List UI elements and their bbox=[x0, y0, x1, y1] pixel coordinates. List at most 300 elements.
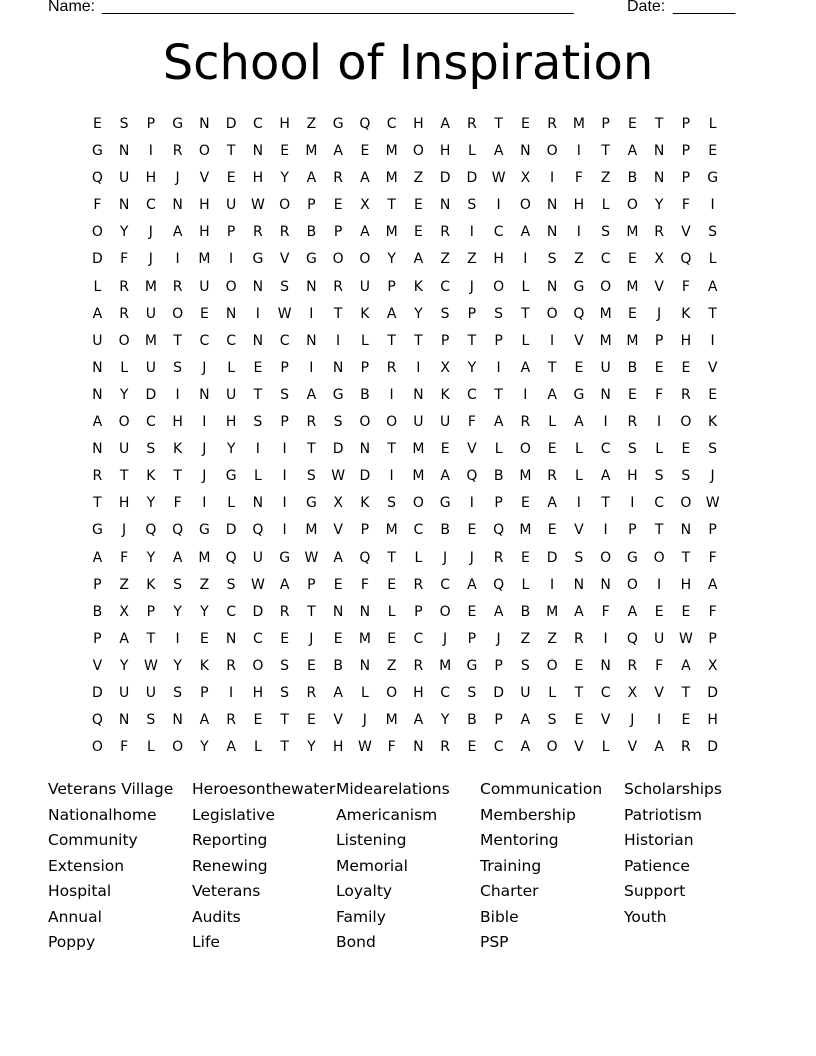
grid-letter: L bbox=[360, 332, 369, 349]
grid-letter: N bbox=[600, 657, 611, 674]
grid-letter: L bbox=[548, 414, 557, 431]
grid-letter: S bbox=[226, 576, 236, 593]
grid-letter: M bbox=[519, 522, 532, 539]
grid-letter: E bbox=[467, 739, 477, 756]
grid-letter: P bbox=[93, 630, 102, 647]
grid-letter: O bbox=[91, 739, 103, 756]
grid-letter: M bbox=[626, 332, 639, 349]
grid-letter: U bbox=[359, 278, 370, 295]
date-field-line: _______ bbox=[673, 0, 736, 15]
grid-letter: O bbox=[546, 305, 558, 322]
grid-letter: I bbox=[603, 414, 608, 431]
word-list-item: PSP bbox=[480, 933, 509, 951]
grid-letter: A bbox=[226, 739, 236, 756]
word-list-item: Communication bbox=[480, 780, 603, 798]
grid-letter: B bbox=[306, 224, 317, 241]
grid-letter: I bbox=[229, 684, 234, 701]
grid-letter: O bbox=[412, 143, 424, 160]
grid-letter: V bbox=[654, 684, 664, 701]
grid-letter: D bbox=[252, 603, 264, 620]
grid-letter: P bbox=[440, 332, 450, 349]
word-list-item: Scholarships bbox=[624, 780, 722, 798]
grid-letter: I bbox=[389, 386, 394, 403]
grid-letter: Y bbox=[226, 441, 236, 458]
grid-letter: W bbox=[250, 197, 265, 214]
word-list-item: Life bbox=[192, 933, 220, 951]
grid-letter: C bbox=[226, 332, 237, 349]
grid-letter: S bbox=[280, 657, 290, 674]
grid-letter: O bbox=[172, 739, 184, 756]
grid-letter: A bbox=[199, 712, 210, 729]
grid-letter: A bbox=[333, 143, 343, 160]
grid-letter: R bbox=[440, 739, 450, 756]
grid-letter: L bbox=[655, 441, 664, 458]
grid-letter: G bbox=[439, 495, 451, 512]
word-list-item: Americanism bbox=[336, 805, 438, 824]
grid-letter: E bbox=[681, 603, 691, 620]
grid-letter: R bbox=[172, 143, 183, 160]
grid-letter: W bbox=[143, 657, 158, 674]
grid-letter: L bbox=[521, 332, 530, 349]
grid-letter: H bbox=[172, 414, 183, 431]
grid-letter: L bbox=[494, 441, 503, 458]
grid-letter: G bbox=[225, 468, 237, 485]
grid-letter: I bbox=[282, 441, 287, 458]
grid-letter: L bbox=[708, 116, 717, 132]
grid-letter: Q bbox=[225, 549, 237, 566]
grid-letter: E bbox=[253, 359, 263, 376]
grid-letter: G bbox=[91, 143, 103, 160]
grid-letter: L bbox=[548, 684, 557, 701]
grid-letter: R bbox=[306, 414, 317, 431]
grid-letter: A bbox=[360, 224, 370, 241]
date-label: Date: bbox=[627, 0, 666, 15]
grid-letter: C bbox=[199, 332, 210, 349]
grid-letter: O bbox=[519, 197, 531, 214]
grid-letter: Q bbox=[172, 522, 184, 539]
word-list-item: Community bbox=[48, 831, 138, 849]
grid-letter: G bbox=[466, 657, 478, 674]
grid-letter: N bbox=[306, 332, 317, 349]
grid-letter: A bbox=[707, 576, 718, 593]
grid-letter: I bbox=[389, 468, 394, 485]
grid-letter: X bbox=[119, 603, 129, 620]
grid-letter: R bbox=[574, 630, 584, 647]
grid-letter: L bbox=[601, 739, 610, 756]
grid-letter: R bbox=[440, 224, 450, 241]
grid-letter: M bbox=[519, 468, 532, 485]
grid-letter: L bbox=[467, 143, 476, 160]
grid-letter: G bbox=[305, 251, 317, 268]
grid-letter: J bbox=[202, 468, 207, 485]
grid-letter: C bbox=[440, 576, 451, 593]
grid-letter: U bbox=[119, 170, 130, 187]
grid-letter: C bbox=[493, 224, 504, 241]
grid-letter: E bbox=[627, 251, 637, 268]
grid-letter: F bbox=[467, 414, 476, 431]
grid-letter: Q bbox=[359, 549, 371, 566]
grid-letter: Z bbox=[413, 170, 424, 187]
grid-letter: E bbox=[627, 386, 637, 403]
grid-letter: Z bbox=[440, 251, 450, 268]
grid-letter: G bbox=[332, 386, 344, 403]
grid-letter: C bbox=[252, 116, 263, 132]
word-list-item: Family bbox=[336, 907, 386, 926]
grid-letter: I bbox=[550, 332, 555, 349]
grid-letter: S bbox=[387, 495, 397, 512]
grid-letter: N bbox=[252, 278, 264, 295]
grid-letter: X bbox=[707, 657, 718, 674]
grid-letter: D bbox=[546, 549, 558, 566]
grid-letter: Z bbox=[600, 170, 611, 187]
grid-letter: I bbox=[175, 251, 180, 268]
grid-letter: E bbox=[92, 116, 102, 132]
grid-letter: Q bbox=[145, 522, 157, 539]
grid-letter: F bbox=[120, 549, 129, 566]
word-list-item: Veterans Village bbox=[48, 780, 174, 798]
grid-letter: S bbox=[708, 441, 718, 458]
grid-letter: T bbox=[387, 441, 396, 458]
grid-letter: J bbox=[469, 549, 474, 566]
grid-letter: A bbox=[440, 116, 450, 132]
word-list-item: Midearelations bbox=[336, 780, 450, 798]
grid-letter: R bbox=[333, 170, 343, 187]
word-list-item: Hospital bbox=[48, 882, 112, 900]
grid-letter: N bbox=[225, 630, 237, 647]
grid-letter: R bbox=[627, 657, 638, 674]
grid-letter: K bbox=[440, 386, 450, 403]
grid-letter: E bbox=[708, 386, 718, 403]
grid-letter: F bbox=[387, 739, 396, 756]
grid-letter: A bbox=[413, 251, 424, 268]
grid-letter: S bbox=[253, 414, 263, 431]
grid-letter: P bbox=[387, 278, 396, 295]
grid-letter: W bbox=[331, 468, 346, 485]
grid-letter: L bbox=[253, 468, 262, 485]
grid-letter: O bbox=[680, 414, 692, 431]
grid-letter: F bbox=[120, 739, 129, 756]
grid-letter: V bbox=[279, 251, 290, 268]
grid-letter: H bbox=[225, 414, 237, 431]
grid-letter: Z bbox=[467, 251, 477, 268]
grid-letter: I bbox=[523, 386, 528, 403]
grid-letter: O bbox=[359, 414, 371, 431]
word-list-item: Membership bbox=[480, 805, 576, 824]
grid-letter: T bbox=[654, 116, 664, 132]
grid-letter: A bbox=[493, 414, 504, 431]
grid-letter: U bbox=[413, 414, 424, 431]
grid-letter: U bbox=[119, 684, 130, 701]
grid-letter: V bbox=[627, 739, 638, 756]
word-list-item: Heroesonthewater bbox=[192, 780, 336, 798]
grid-letter: B bbox=[467, 712, 477, 729]
word-list-item: Nationalhome bbox=[48, 805, 157, 824]
grid-letter: T bbox=[333, 305, 343, 322]
grid-letter: P bbox=[628, 522, 637, 539]
grid-letter: N bbox=[600, 386, 611, 403]
grid-letter: J bbox=[362, 712, 367, 729]
grid-letter: O bbox=[546, 657, 558, 674]
grid-letter: A bbox=[306, 170, 317, 187]
grid-letter: E bbox=[627, 305, 637, 322]
grid-letter: Z bbox=[306, 116, 317, 132]
grid-letter: E bbox=[654, 603, 664, 620]
grid-letter: T bbox=[173, 332, 182, 349]
grid-letter: I bbox=[657, 576, 662, 593]
grid-letter: L bbox=[521, 278, 530, 295]
grid-letter: R bbox=[119, 278, 129, 295]
word-list-item: Memorial bbox=[336, 856, 408, 875]
grid-letter: P bbox=[280, 414, 289, 431]
grid-letter: P bbox=[360, 359, 370, 376]
grid-letter: C bbox=[413, 522, 424, 539]
grid-letter: N bbox=[252, 495, 264, 512]
grid-letter: S bbox=[654, 468, 664, 485]
grid-letter: Q bbox=[493, 576, 505, 593]
grid-letter: X bbox=[654, 251, 664, 268]
grid-letter: U bbox=[145, 684, 156, 701]
grid-letter: P bbox=[467, 305, 477, 322]
grid-letter: M bbox=[439, 657, 452, 674]
grid-letter: I bbox=[657, 712, 662, 729]
grid-letter: M bbox=[144, 278, 157, 295]
grid-letter: N bbox=[439, 197, 451, 214]
grid-letter: L bbox=[574, 441, 583, 458]
grid-letter: C bbox=[493, 739, 504, 756]
grid-letter: H bbox=[413, 116, 424, 132]
grid-letter: J bbox=[148, 251, 153, 268]
grid-letter: O bbox=[493, 278, 505, 295]
grid-letter: J bbox=[202, 441, 207, 458]
grid-letter: P bbox=[280, 359, 289, 376]
grid-letter: O bbox=[439, 603, 451, 620]
grid-letter: S bbox=[547, 712, 557, 729]
grid-letter: B bbox=[440, 522, 450, 539]
grid-letter: I bbox=[336, 332, 341, 349]
grid-letter: U bbox=[92, 332, 103, 349]
grid-letter: D bbox=[439, 170, 451, 187]
grid-letter: T bbox=[601, 143, 610, 160]
grid-letter: T bbox=[93, 495, 102, 512]
grid-letter: E bbox=[520, 116, 530, 132]
grid-letter: N bbox=[92, 359, 103, 376]
grid-letter: N bbox=[92, 441, 103, 458]
grid-letter: L bbox=[93, 278, 102, 295]
grid-letter: V bbox=[92, 657, 103, 674]
grid-letter: T bbox=[574, 684, 584, 701]
grid-letter: E bbox=[547, 522, 557, 539]
grid-letter: G bbox=[626, 549, 638, 566]
grid-letter: N bbox=[118, 712, 130, 729]
grid-letter: Y bbox=[654, 197, 664, 214]
grid-letter: H bbox=[707, 712, 718, 729]
grid-letter: K bbox=[173, 441, 183, 458]
grid-letter: G bbox=[252, 251, 264, 268]
grid-letter: S bbox=[467, 684, 477, 701]
grid-letter: D bbox=[466, 170, 478, 187]
grid-letter: P bbox=[681, 116, 691, 132]
grid-letter: N bbox=[252, 143, 264, 160]
grid-letter: Y bbox=[467, 359, 477, 376]
grid-letter: A bbox=[119, 630, 129, 647]
grid-letter: M bbox=[144, 332, 157, 349]
grid-letter: H bbox=[627, 468, 638, 485]
grid-letter: C bbox=[413, 630, 424, 647]
grid-letter: O bbox=[680, 495, 692, 512]
grid-letter: J bbox=[202, 359, 207, 376]
grid-letter: W bbox=[357, 739, 372, 756]
grid-letter: G bbox=[707, 170, 719, 187]
grid-letter: O bbox=[118, 332, 130, 349]
grid-letter: O bbox=[546, 143, 558, 160]
grid-letter: F bbox=[708, 603, 717, 620]
grid-letter: T bbox=[253, 386, 263, 403]
grid-letter: U bbox=[520, 684, 531, 701]
grid-letter: C bbox=[145, 414, 156, 431]
grid-letter: T bbox=[280, 739, 289, 756]
grid-letter: N bbox=[546, 278, 558, 295]
grid-letter: Y bbox=[119, 657, 129, 674]
grid-letter: E bbox=[574, 712, 584, 729]
grid-letter: H bbox=[252, 684, 264, 701]
grid-letter: I bbox=[496, 197, 501, 214]
grid-letter: V bbox=[333, 522, 343, 539]
grid-letter: F bbox=[655, 386, 664, 403]
grid-letter: O bbox=[600, 549, 612, 566]
grid-letter: C bbox=[440, 684, 451, 701]
grid-letter: I bbox=[630, 495, 635, 512]
grid-letter: R bbox=[226, 712, 236, 729]
grid-letter: Y bbox=[119, 386, 129, 403]
grid-letter: Q bbox=[359, 116, 371, 132]
grid-letter: O bbox=[172, 305, 184, 322]
grid-letter: F bbox=[681, 197, 690, 214]
grid-letter: S bbox=[708, 224, 718, 241]
grid-letter: R bbox=[279, 224, 290, 241]
word-list-item: Veterans bbox=[192, 882, 261, 900]
word-list-item: Youth bbox=[624, 907, 667, 926]
grid-letter: P bbox=[601, 116, 610, 132]
grid-letter: R bbox=[253, 224, 263, 241]
grid-letter: I bbox=[175, 630, 180, 647]
grid-letter: A bbox=[707, 278, 718, 295]
grid-letter: J bbox=[469, 278, 474, 295]
grid-letter: Q bbox=[626, 630, 638, 647]
grid-letter: C bbox=[600, 251, 611, 268]
grid-letter: O bbox=[332, 251, 344, 268]
grid-letter: A bbox=[627, 143, 638, 160]
grid-letter: Z bbox=[547, 630, 557, 647]
grid-letter: Y bbox=[387, 251, 396, 268]
grid-letter: A bbox=[600, 468, 611, 485]
grid-letter: S bbox=[173, 359, 183, 376]
grid-letter: G bbox=[91, 522, 103, 539]
grid-letter: V bbox=[467, 441, 477, 458]
name-field-line: _____________________________________________________ bbox=[102, 0, 574, 15]
grid-letter: O bbox=[626, 576, 638, 593]
grid-letter: T bbox=[307, 603, 316, 620]
grid-letter: P bbox=[494, 657, 503, 674]
grid-letter: D bbox=[707, 684, 719, 701]
grid-letter: H bbox=[493, 251, 504, 268]
grid-letter: O bbox=[118, 414, 130, 431]
grid-letter: V bbox=[333, 712, 343, 729]
grid-letter: K bbox=[413, 278, 423, 295]
grid-letter: D bbox=[225, 116, 237, 132]
grid-letter: I bbox=[469, 224, 474, 241]
grid-letter: U bbox=[226, 386, 237, 403]
grid-letter: P bbox=[146, 116, 156, 132]
header-line bbox=[48, 0, 748, 20]
grid-letter: S bbox=[440, 305, 450, 322]
grid-letter: L bbox=[414, 549, 423, 566]
grid-letter: X bbox=[360, 197, 370, 214]
grid-letter: N bbox=[359, 441, 371, 458]
grid-letter: F bbox=[601, 603, 610, 620]
grid-letter: R bbox=[306, 684, 317, 701]
grid-letter: T bbox=[173, 468, 182, 485]
grid-letter: F bbox=[655, 657, 664, 674]
grid-letter: L bbox=[521, 576, 530, 593]
grid-letter: S bbox=[601, 224, 611, 241]
grid-letter: N bbox=[172, 712, 183, 729]
word-list-item: Mentoring bbox=[480, 831, 559, 849]
grid-letter: T bbox=[146, 630, 156, 647]
grid-letter: B bbox=[520, 603, 531, 620]
grid-letter: T bbox=[681, 549, 691, 566]
grid-letter: B bbox=[92, 603, 103, 620]
grid-letter: A bbox=[520, 712, 531, 729]
grid-letter: P bbox=[146, 603, 156, 620]
grid-letter: I bbox=[175, 386, 180, 403]
grid-letter: M bbox=[385, 522, 398, 539]
grid-letter: N bbox=[546, 224, 558, 241]
grid-letter: N bbox=[118, 143, 130, 160]
grid-letter: I bbox=[416, 359, 421, 376]
grid-letter: B bbox=[493, 468, 504, 485]
grid-letter: V bbox=[654, 278, 664, 295]
grid-letter: A bbox=[306, 386, 317, 403]
grid-letter: A bbox=[92, 549, 103, 566]
grid-letter: I bbox=[603, 630, 608, 647]
grid-letter: R bbox=[547, 116, 557, 132]
grid-letter: T bbox=[387, 549, 396, 566]
word-list-item: Bond bbox=[336, 933, 376, 951]
word-list-item: Patience bbox=[624, 856, 690, 875]
grid-letter: Z bbox=[520, 630, 531, 647]
grid-letter: E bbox=[654, 359, 664, 376]
word-list-item: Loyalty bbox=[336, 882, 393, 900]
grid-letter: A bbox=[493, 603, 504, 620]
grid-letter: P bbox=[93, 576, 102, 593]
grid-letter: R bbox=[681, 739, 691, 756]
grid-letter: S bbox=[547, 251, 557, 268]
grid-letter: I bbox=[603, 522, 608, 539]
grid-letter: A bbox=[547, 495, 557, 512]
grid-letter: J bbox=[496, 630, 501, 647]
grid-letter: T bbox=[467, 332, 477, 349]
grid-letter: K bbox=[681, 305, 691, 322]
grid-letter: I bbox=[710, 197, 715, 214]
grid-letter: M bbox=[572, 116, 585, 132]
grid-letter: J bbox=[710, 468, 715, 485]
grid-letter: I bbox=[309, 359, 314, 376]
grid-letter: H bbox=[279, 116, 290, 132]
grid-letter: D bbox=[493, 684, 505, 701]
grid-letter: Q bbox=[680, 251, 692, 268]
grid-letter: R bbox=[119, 305, 129, 322]
grid-letter: P bbox=[681, 170, 691, 187]
